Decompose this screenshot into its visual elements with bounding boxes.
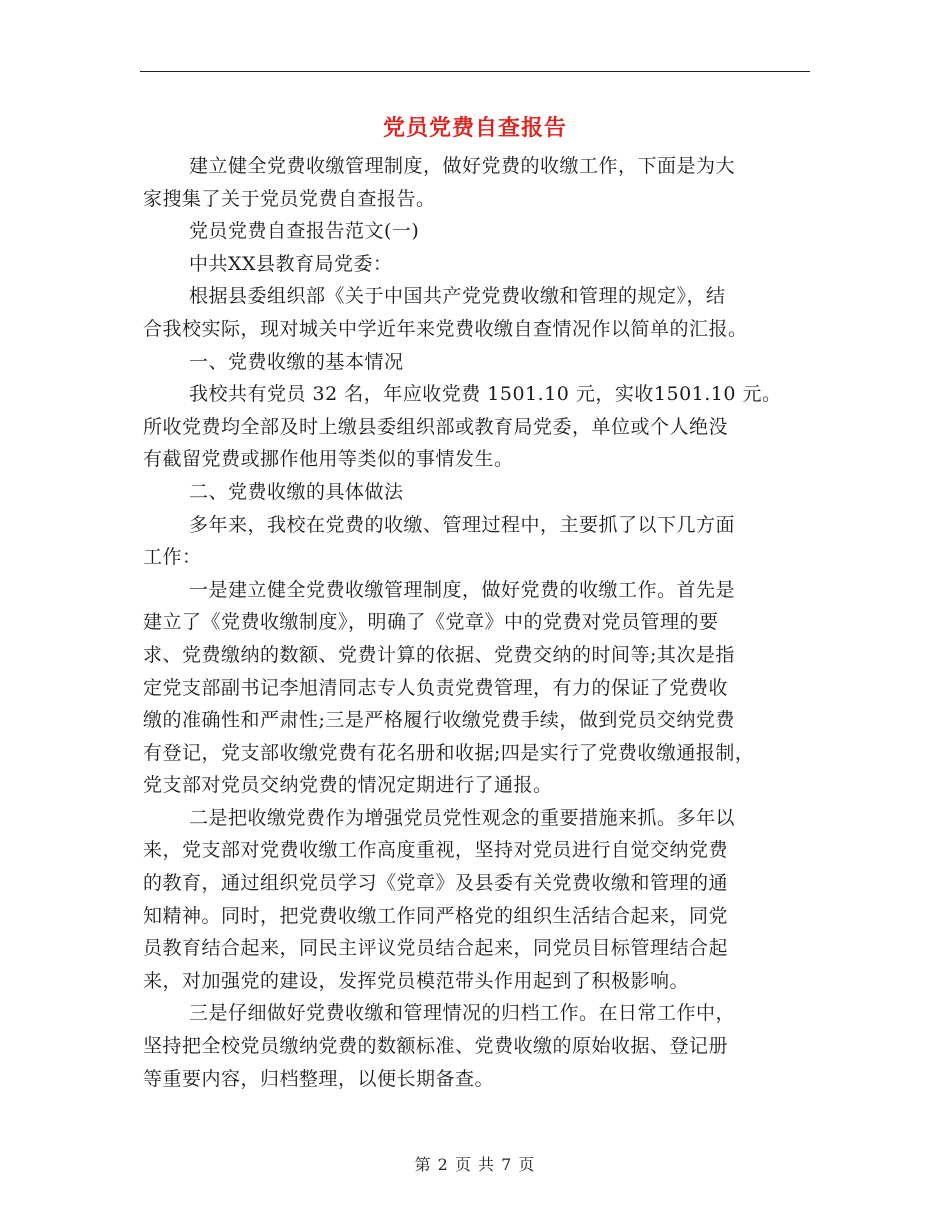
text-line: 二是把收缴党费作为增强党员党性观念的重要措施来抓。多年以 <box>189 806 736 829</box>
text-line: 二、党费收缴的具体做法 <box>189 480 404 503</box>
header-rule <box>140 71 810 72</box>
text-line: 我校共有党员 32 名，年应收党费 1501.10 元，实收1501.10 元。 <box>189 383 782 406</box>
text-line: 缴的准确性和严肃性;三是严格履行收缴党费手续，做到党员交纳党费 <box>143 709 735 732</box>
text-line: 三是仔细做好党费收缴和管理情况的归档工作。在日常工作中， <box>189 1002 736 1025</box>
text-line: 一、党费收缴的基本情况 <box>189 350 404 373</box>
text-line: 家搜集了关于党员党费自查报告。 <box>143 187 436 210</box>
text-line: 一是建立健全党费收缴管理制度，做好党费的收缴工作。首先是 <box>189 578 736 601</box>
text-line: 等重要内容，归档整理，以便长期备查。 <box>143 1067 495 1090</box>
text-line: 的教育，通过组织党员学习《党章》及县委有关党费收缴和管理的通 <box>143 872 729 895</box>
text-line: 党员党费自查报告范文(一) <box>189 220 420 243</box>
text-line: 所收党费均全部及时上缴县委组织部或教育局党委，单位或个人绝没 <box>143 415 729 438</box>
text-line: 建立了《党费收缴制度》，明确了《党章》中的党费对党员管理的要 <box>143 611 719 634</box>
text-line: 多年来，我校在党费的收缴、管理过程中，主要抓了以下几方面 <box>189 513 736 536</box>
page-footer: 第 2 页 共 7 页 <box>414 1155 536 1174</box>
text-line: 工作： <box>143 546 202 569</box>
text-line: 有截留党费或挪作他用等类似的事情发生。 <box>143 448 514 471</box>
text-line: 定党支部副书记李旭清同志专人负责党费管理，有力的保证了党费收 <box>143 676 729 699</box>
text-line: 来，对加强党的建设，发挥党员模范带头作用起到了积极影响。 <box>143 969 690 992</box>
text-line: 坚持把全校党员缴纳党费的数额标准、党费收缴的原始收据、登记册 <box>143 1035 729 1058</box>
text-line: 根据县委组织部《关于中国共产党党费收缴和管理的规定》，结 <box>189 285 726 308</box>
text-line: 建立健全党费收缴管理制度，做好党费的收缴工作，下面是为大 <box>189 155 736 177</box>
document-title: 党员党费自查报告 <box>382 115 567 141</box>
document-body <box>143 150 823 1095</box>
text-line: 合我校实际，现对城关中学近年来党费收缴自查情况作以简单的汇报。 <box>143 317 748 340</box>
text-line: 求、党费缴纳的数额、党费计算的依据、党费交纳的时间等;其次是指 <box>143 643 735 666</box>
text-line: 有登记，党支部收缴党费有花名册和收据;四是实行了党费收缴通报制， <box>143 741 755 764</box>
text-line: 党支部对党员交纳党费的情况定期进行了通报。 <box>143 774 553 797</box>
text-line: 中共XX县教育局党委： <box>189 252 393 275</box>
text-line: 来，党支部对党费收缴工作高度重视，坚持对党员进行自觉交纳党费 <box>143 839 729 862</box>
text-line: 员教育结合起来，同民主评议党员结合起来，同党员目标管理结合起 <box>143 937 729 960</box>
text-line: 知精神。同时，把党费收缴工作同严格党的组织生活结合起来，同党 <box>143 904 729 927</box>
